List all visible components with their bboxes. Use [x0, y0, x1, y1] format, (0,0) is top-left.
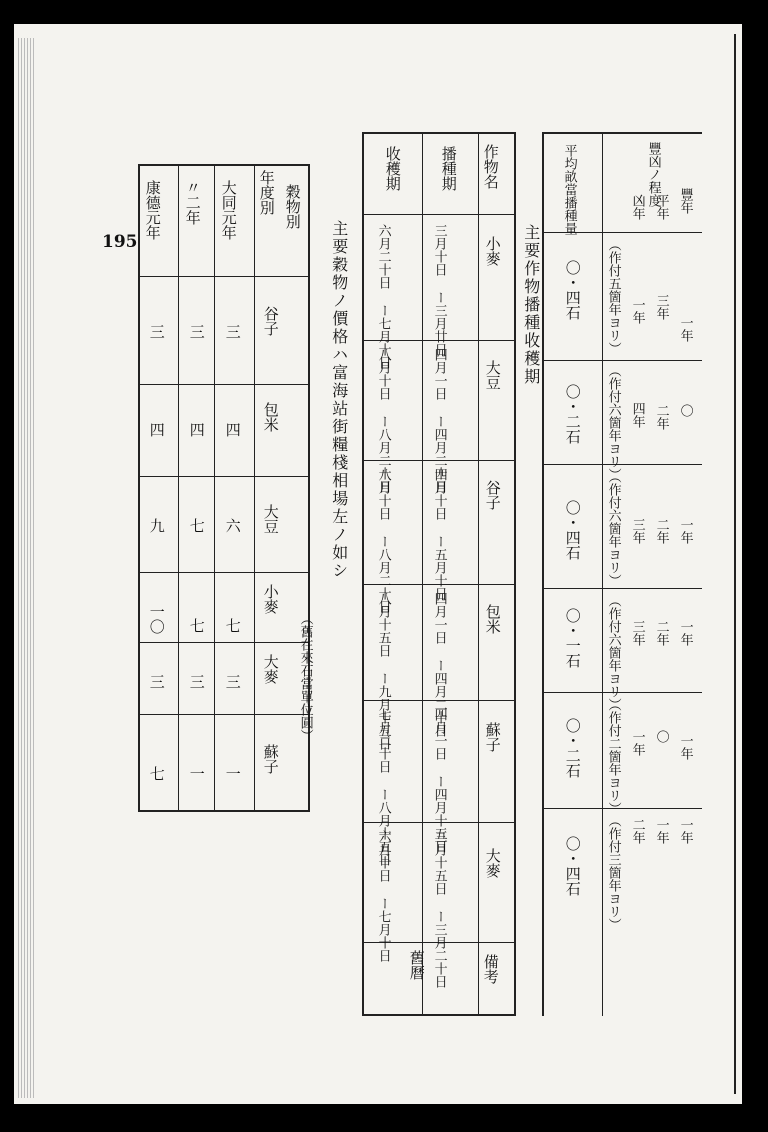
cycle-note: （作付六箇年ヨリ）: [605, 594, 621, 711]
grain-name: 谷子: [261, 306, 280, 336]
crop-name: 小麥: [483, 236, 502, 266]
harvest-period: 七月二十日 ー八月十五日: [375, 708, 391, 866]
crop-name: 谷子: [483, 480, 502, 510]
sow-period: 三月十日 ー三月廿日: [431, 224, 447, 356]
grain-name: 小麥: [261, 584, 280, 614]
cycle-bad: 一年: [629, 298, 645, 324]
harvest-period: 八月十日 ー八月二十日: [375, 348, 391, 493]
year-0: 大同元年: [219, 180, 238, 240]
harvest-period: 六月二十日 ー七月十日: [375, 224, 391, 369]
crop-name: 包米: [483, 604, 502, 634]
sow-period: 三月十五日 ー三月二十日: [431, 830, 447, 988]
cycle-sub-0: 豐年: [677, 188, 693, 214]
price-cell: 七: [187, 618, 206, 633]
cycle-normal: 二年: [653, 404, 669, 430]
crop-title: 主要作物播種收穫期: [521, 224, 541, 386]
seed-amount: 〇・四石: [563, 836, 582, 896]
price-title: 主要穀物ノ價格ハ富海站街糧棧相場左ノ如シ: [329, 220, 349, 580]
header-amount: 平均畝當播種量: [561, 144, 577, 235]
cycle-note: （作付六箇年ヨリ）: [605, 470, 621, 587]
cycle-good: 一年: [677, 518, 693, 544]
crop-name: 大麥: [483, 848, 502, 878]
grain-name: 大豆: [261, 504, 280, 534]
year-1: 〃二年: [183, 180, 202, 225]
sow-period: 四月十日 ー五月十日: [431, 468, 447, 600]
price-cell: 三: [187, 324, 206, 339]
price-cell: 六: [223, 518, 242, 533]
cycle-normal: 二年: [653, 620, 669, 646]
cycle-note: （作付二箇年ヨリ）: [605, 698, 621, 815]
year-2: 康德元年: [143, 180, 162, 240]
crop-name: 大豆: [483, 360, 502, 390]
cycle-bad: 三年: [629, 620, 645, 646]
header-year: 年度別: [257, 170, 276, 215]
price-cell: 四: [223, 422, 242, 437]
harvest-period: 六月十日 ー七月十日: [375, 830, 391, 962]
price-unit-note: （舊在來石當單位圓）: [297, 612, 313, 742]
page-edge: [734, 34, 736, 1094]
sow-period: 四月一日 ー四月二十日: [431, 592, 447, 737]
cycle-sub-2: 凶年: [629, 194, 645, 220]
document-page: [14, 24, 742, 1104]
harvest-period: 八月十日 ー八月二十日: [375, 468, 391, 613]
price-cell: 一: [223, 766, 242, 781]
seed-amount: 〇・四石: [563, 500, 582, 560]
cycle-note: （作付五箇年ヨリ）: [605, 238, 621, 355]
cycle-note: （作付三箇年ヨリ）: [605, 814, 621, 931]
cycle-bad: 一年: [629, 730, 645, 756]
price-cell: 三: [223, 674, 242, 689]
cycle-good: 一年: [677, 734, 693, 760]
cycle-good: 一年: [677, 620, 693, 646]
cycle-good: 〇: [677, 404, 693, 417]
cycle-note: （作付六箇年ヨリ）: [605, 364, 621, 481]
cycle-bad: 二年: [629, 818, 645, 844]
crop-note: 舊曆: [407, 950, 426, 980]
grain-name: 包米: [261, 402, 280, 432]
cycle-normal: 〇: [653, 730, 669, 743]
book-binding: [18, 38, 34, 1098]
price-cell: 七: [223, 618, 242, 633]
seed-amount: 〇・二石: [563, 718, 582, 778]
cycle-normal: 一年: [653, 818, 669, 844]
sow-period: 四月一日 ー四月十五日: [431, 708, 447, 853]
price-cell: 四: [147, 422, 166, 437]
sow-period: 四月一日 ー四月二十日: [431, 348, 447, 493]
harvest-period: 八月十五日 ー九月十五日: [375, 592, 391, 750]
cycle-good: 一年: [677, 316, 693, 342]
cycle-sub-1: 平年: [653, 194, 669, 220]
price-cell: 七: [187, 518, 206, 533]
header-note: 備考: [481, 954, 500, 984]
grain-name: 大麥: [261, 654, 280, 684]
price-cell: 四: [187, 422, 206, 437]
header-sow: 播種期: [439, 146, 458, 191]
cycle-bad: 三年: [629, 518, 645, 544]
page-number: 195: [102, 232, 138, 252]
seed-amount: 〇・一石: [563, 608, 582, 668]
header-crop: 作物名: [481, 144, 500, 189]
price-cell: 三: [223, 324, 242, 339]
header-cycle: 豐凶ノ程度: [645, 142, 661, 207]
price-cell: 七: [147, 766, 166, 781]
seed-amount: 〇・四石: [563, 260, 582, 320]
price-cell: 一: [187, 766, 206, 781]
grain-name: 蘇子: [261, 744, 280, 774]
seed-amount: 〇・二石: [563, 384, 582, 444]
crop-name: 蘇子: [483, 722, 502, 752]
header-harvest: 收穫期: [383, 146, 402, 191]
price-cell: 三: [147, 324, 166, 339]
header-grain: 穀物別: [283, 184, 302, 229]
cycle-normal: 二年: [653, 518, 669, 544]
cycle-bad: 四年: [629, 402, 645, 428]
price-cell: 九: [147, 518, 166, 533]
price-cell: 三: [147, 674, 166, 689]
price-cell: 一〇: [147, 604, 166, 634]
price-cell: 三: [187, 674, 206, 689]
cycle-normal: 三年: [653, 294, 669, 320]
cycle-good: 一年: [677, 818, 693, 844]
